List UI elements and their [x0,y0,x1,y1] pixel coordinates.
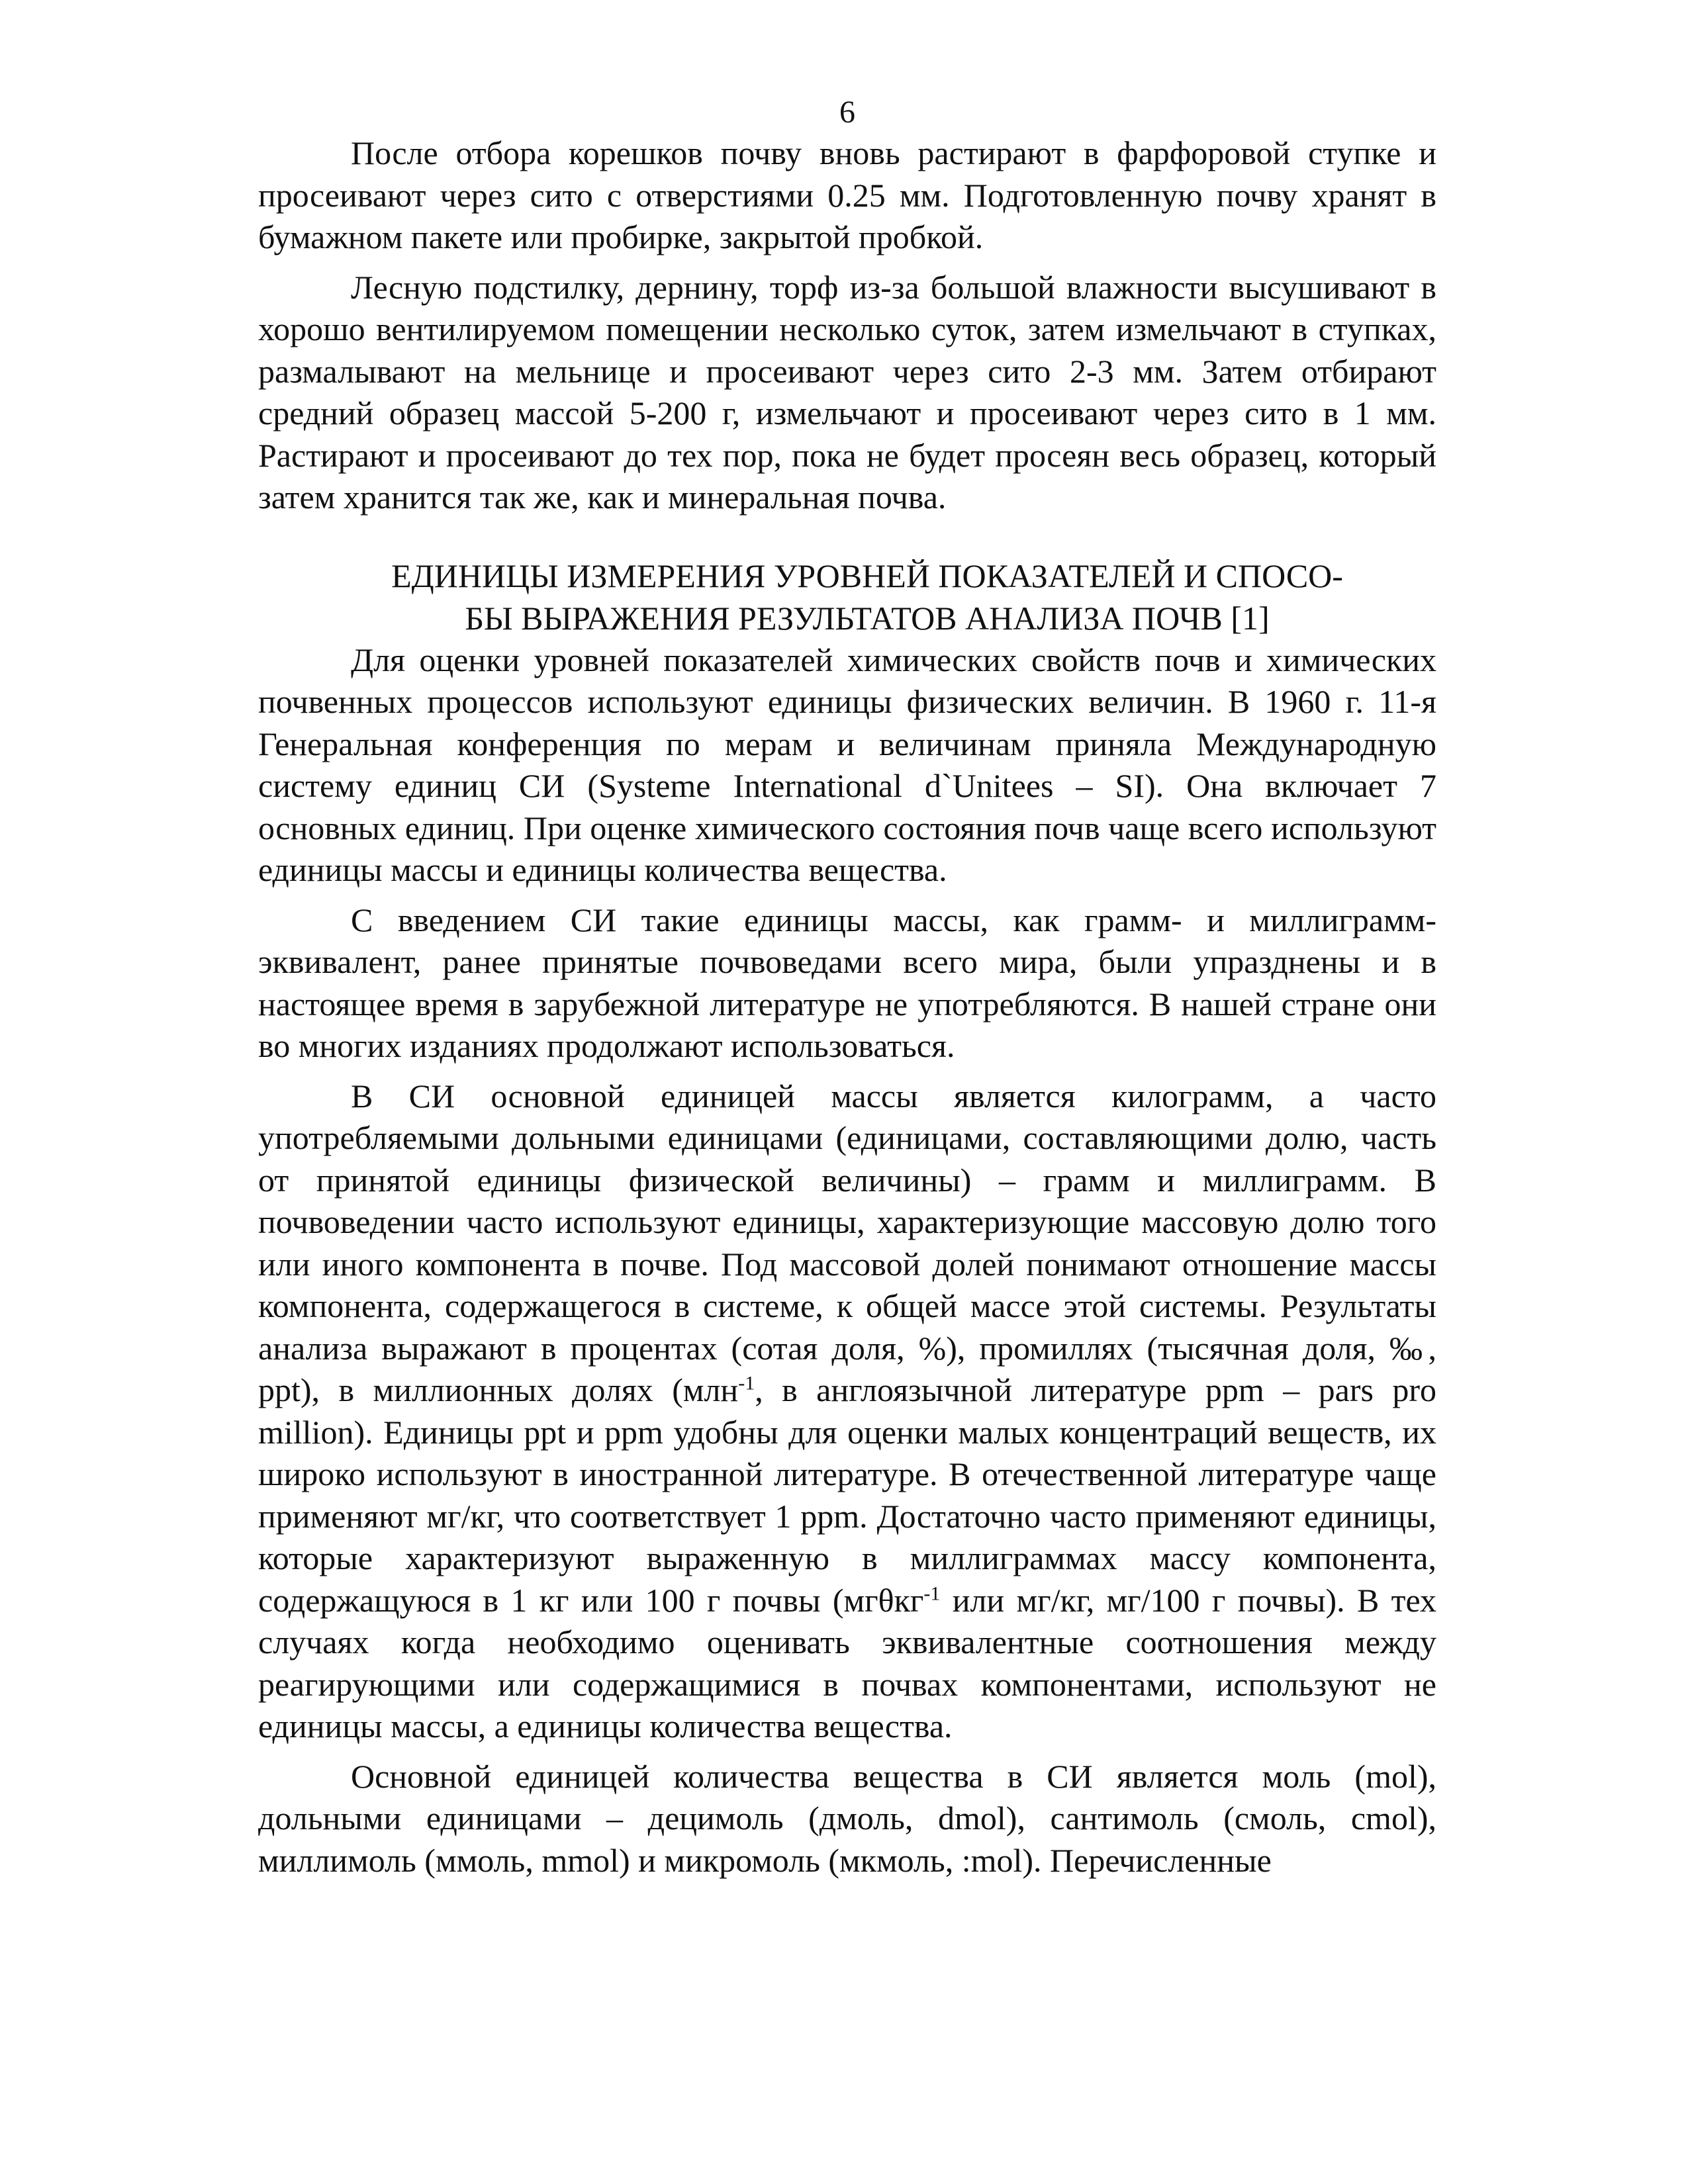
superscript-minus-one-2: -1 [923,1582,941,1604]
paragraph-si-intro: Для оценки уровней показателей химических свойств почв и химических почвенных процессов используют единицы физических величин. В 1960 г. 11-я Генеральная конференция по мерам и величинам приняла Международную систему единиц СИ (Systeme International d`Unitees – SI). Она включает 7 основных единиц. При оценке химического состояния почв чаще всего используют единицы массы и единицы количества вещества. [258,641,1436,888]
paragraph-mass-units [258,1075,1436,1748]
paragraph-mole-units: Основной единицей количества вещества в СИ является моль (mol), дольными единицами – децимоль (дмоль, dmol), сантимоль (смоль, cmol), миллимоль (ммоль, mmol) и микромоль (мкмоль, :mol). Перечисленные [258,1757,1436,1879]
paragraph-root-sieving: После отбора корешков почву вновь растирают в фарфоровой ступке и просеивают через сито с отверстиями 0.25 мм. Подготовленную почву хранят в бумажном пакете или пробирке, закрытой пробкой. [258,134,1436,255]
paragraph-forest-litter: Лесную подстилку, дернину, торф из-за большой влажности высушивают в хорошо вентилируемом помещении несколько суток, затем измельчают в ступках, размалывают на мельнице и просеивают через сито 2-3 мм. Затем отбирают средний образец массой 5-200 г, измельчают и просеивают через сито в 1 мм. Растирают и просеивают до тех пор, пока не будет просеян весь образец, который затем хранится так же, как и минеральная почва. [258,268,1436,516]
mass-units-text-3: или мг/кг, мг/100 г почвы). В тех случаях когда необходимо оценивать эквивалентные соотношения между реагирующими или содержащимися в почвах компонентами, используют не единицы массы, а единицы количества вещества. [258,1581,1436,1745]
page-number: 6 [839,95,855,130]
paragraph-equivalents: С введением СИ такие единицы массы, как грамм- и миллиграмм-эквивалент, ранее принятые почвоведами всего мира, были упразднены и в настоящее время в зарубежной литературе не употребляются. В нашей стране они во многих изданиях продолжают использоваться. [258,901,1436,1064]
mass-units-text-2: , в англоязычной литературе ppm – pars pro million). Единицы ppt и ppm удобны для оценки малых концентраций веществ, их широко используют в иностранной литературе. В отечественной литературе чаще применяют мг/кг, что соответствует 1 ppm. Достаточно часто применяют единицы, которые характеризуют выраженную в миллиграммах массу компонента, содержащуюся в 1 кг или 100 г почвы (мгθкг [258,1371,1436,1619]
section-heading-line-2: БЫ ВЫРАЖЕНИЯ РЕЗУЛЬТАТОВ АНАЛИЗА ПОЧВ [1] [465,599,1270,637]
superscript-minus-one: -1 [738,1372,755,1394]
mass-units-text-1: В СИ основной единицей массы является килограмм, а часто употребляемыми дольными единицами (единицами, составляющими долю, часть от принятой единицы физической величины) – грамм и миллиграмм. В почвоведении часто используют единицы, характеризующие массовую долю того или иного компонента в почве. Под массовой долей понимают отношение массы компонента, содержащегося в системе, к общей массе этой системы. Результаты анализа выражают в процентах (сотая доля, %), промиллях (тысячная доля, ‰, ppt), в миллионных долях (млн [258,1077,1436,1408]
section-heading [258,555,1436,639]
document-page [258,93,1436,1882]
section-heading-line-1: ЕДИНИЦЫ ИЗМЕРЕНИЯ УРОВНЕЙ ПОКАЗАТЕЛЕЙ И СПОСО- [391,557,1343,594]
